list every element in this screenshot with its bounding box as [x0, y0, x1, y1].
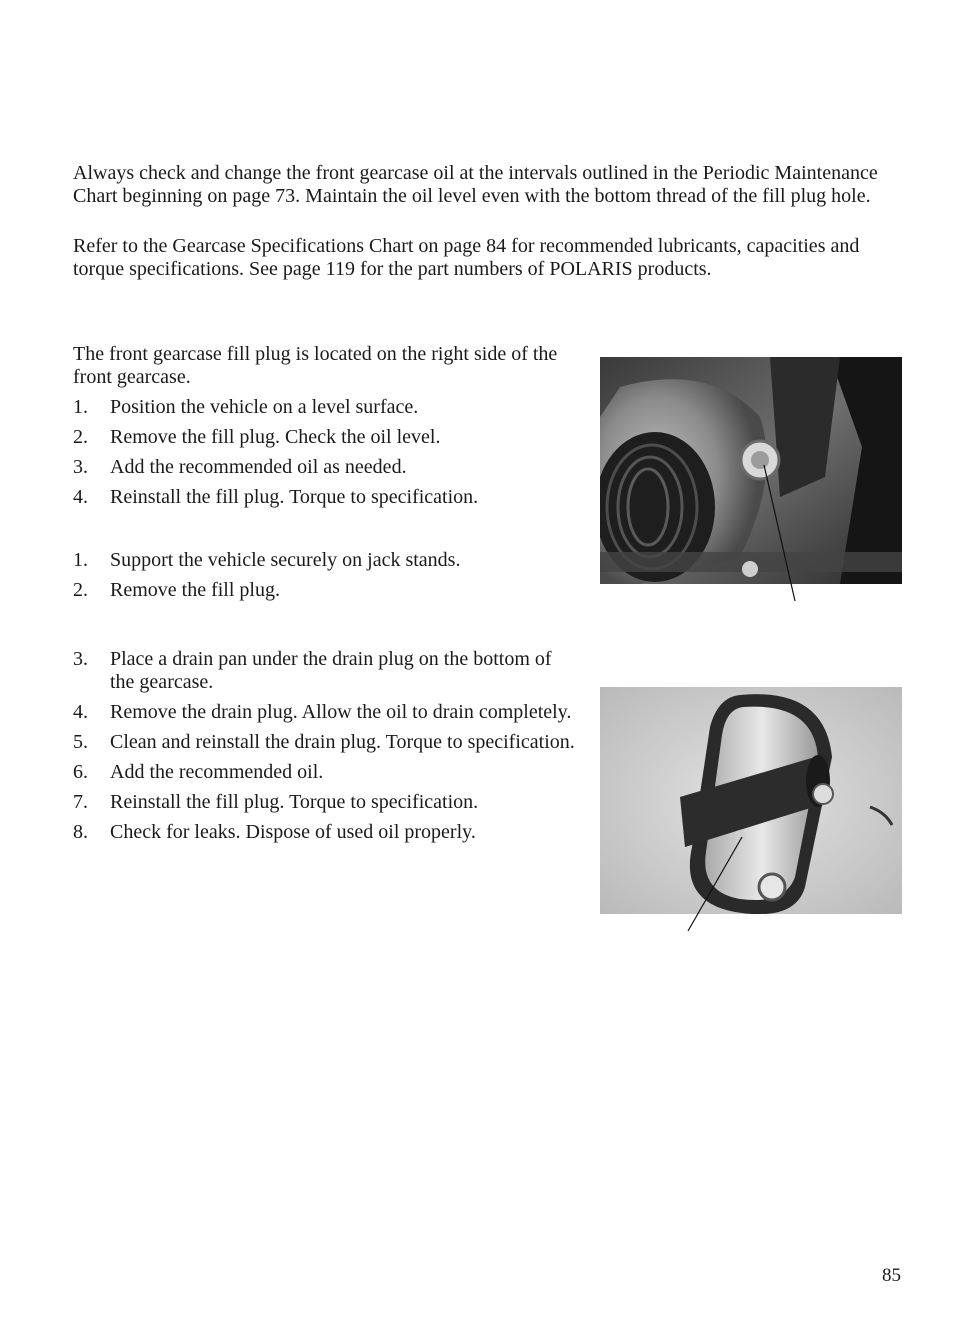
list-item: 5. Clean and reinstall the drain plug. Torque to specification. — [73, 731, 575, 753]
list-item: 2. Remove the fill plug. Check the oil level. — [73, 426, 441, 448]
oil-change-steps-b — [73, 648, 578, 851]
list-item: 1. Position the vehicle on a level surface. — [73, 396, 419, 418]
page-number: 85 — [882, 1265, 901, 1286]
list-item: 7. Reinstall the fill plug. Torque to specification. — [73, 791, 479, 813]
list-item: 3. Add the recommended oil as needed. — [73, 456, 407, 478]
list-item: 2. Remove the fill plug. — [73, 579, 280, 601]
oil-change-steps-a — [73, 549, 578, 609]
fill-plug-location-text: The front gearcase fill plug is located on the right side of the front gearcase. — [73, 343, 558, 388]
intro-paragraph-2: Refer to the Gearcase Specifications Chart on page 84 for recommended lubricants, capacities and torque specifications. See page 119 for the part numbers of POLARIS products. — [73, 235, 860, 280]
list-item: 4. Reinstall the fill plug. Torque to specification. — [73, 486, 479, 508]
list-item: 3. Place a drain pan under the drain plug on the bottom of the gearcase. — [73, 648, 552, 693]
intro-paragraph-1: Always check and change the front gearcase oil at the intervals outlined in the Periodic Maintenance Chart beginning on page 73. Maintain the oil level even with the bottom thread of the fill plug hole. — [73, 162, 878, 207]
drain-plug-callout-line — [600, 687, 902, 937]
list-item: 1. Support the vehicle securely on jack stands. — [73, 549, 461, 571]
list-item: 4. Remove the drain plug. Allow the oil to drain completely. — [73, 701, 572, 723]
fill-plug-callout-line — [600, 357, 902, 607]
fill-check-steps — [73, 396, 578, 516]
list-item: 8. Check for leaks. Dispose of used oil properly. — [73, 821, 476, 843]
list-item: 6. Add the recommended oil. — [73, 761, 324, 783]
